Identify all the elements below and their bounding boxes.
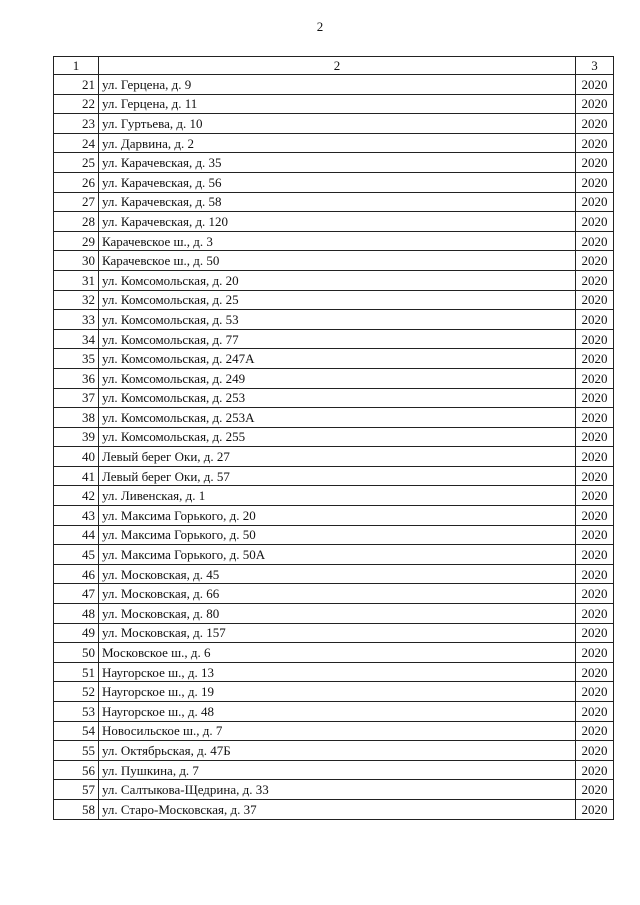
table-row — [54, 408, 614, 428]
year-cell: 2020 — [576, 643, 614, 663]
row-number-cell: 22 — [54, 94, 99, 114]
address-cell: ул. Максима Горького, д. 20 — [99, 506, 576, 526]
row-number-cell: 25 — [54, 153, 99, 173]
year-cell: 2020 — [576, 682, 614, 702]
table-row — [54, 290, 614, 310]
address-cell: Левый берег Оки, д. 57 — [99, 466, 576, 486]
year-cell: 2020 — [576, 270, 614, 290]
address-cell: ул. Комсомольская, д. 253 — [99, 388, 576, 408]
year-cell: 2020 — [576, 388, 614, 408]
table-row — [54, 466, 614, 486]
column-header-number: 1 — [54, 57, 99, 75]
address-cell: Левый берег Оки, д. 27 — [99, 447, 576, 467]
table-row — [54, 270, 614, 290]
row-number-cell: 51 — [54, 662, 99, 682]
address-cell: ул. Комсомольская, д. 53 — [99, 310, 576, 330]
address-cell: ул. Московская, д. 66 — [99, 584, 576, 604]
address-cell: ул. Октябрьская, д. 47Б — [99, 741, 576, 761]
row-number-cell: 40 — [54, 447, 99, 467]
address-cell: Наугорское ш., д. 48 — [99, 702, 576, 722]
address-cell: ул. Салтыкова-Щедрина, д. 33 — [99, 780, 576, 800]
row-number-cell: 56 — [54, 760, 99, 780]
column-header-year: 3 — [576, 57, 614, 75]
address-cell: Новосильское ш., д. 7 — [99, 721, 576, 741]
year-cell: 2020 — [576, 94, 614, 114]
address-cell: Наугорское ш., д. 19 — [99, 682, 576, 702]
address-cell: ул. Московская, д. 45 — [99, 564, 576, 584]
row-number-cell: 24 — [54, 133, 99, 153]
row-number-cell: 21 — [54, 75, 99, 95]
table-header — [54, 57, 614, 75]
address-cell: ул. Московская, д. 157 — [99, 623, 576, 643]
row-number-cell: 52 — [54, 682, 99, 702]
address-cell: ул. Дарвина, д. 2 — [99, 133, 576, 153]
table-row — [54, 702, 614, 722]
row-number-cell: 35 — [54, 349, 99, 369]
year-cell: 2020 — [576, 310, 614, 330]
table-body — [54, 75, 614, 820]
table-row — [54, 388, 614, 408]
row-number-cell: 54 — [54, 721, 99, 741]
row-number-cell: 49 — [54, 623, 99, 643]
year-cell: 2020 — [576, 564, 614, 584]
page-number: 2 — [316, 19, 324, 34]
row-number-cell: 31 — [54, 270, 99, 290]
address-cell: ул. Карачевская, д. 58 — [99, 192, 576, 212]
year-cell: 2020 — [576, 584, 614, 604]
row-number-cell: 26 — [54, 172, 99, 192]
row-number-cell: 27 — [54, 192, 99, 212]
header-row — [54, 57, 614, 75]
table-row — [54, 427, 614, 447]
table-row — [54, 329, 614, 349]
address-cell: ул. Комсомольская, д. 77 — [99, 329, 576, 349]
row-number-cell: 45 — [54, 545, 99, 565]
address-cell: ул. Максима Горького, д. 50 — [99, 525, 576, 545]
table-row — [54, 643, 614, 663]
address-cell: ул. Гуртьева, д. 10 — [99, 114, 576, 134]
address-cell: ул. Старо-Московская, д. 37 — [99, 799, 576, 819]
year-cell: 2020 — [576, 329, 614, 349]
table-row — [54, 212, 614, 232]
year-cell: 2020 — [576, 702, 614, 722]
table-row — [54, 310, 614, 330]
address-cell: Карачевское ш., д. 3 — [99, 231, 576, 251]
year-cell: 2020 — [576, 368, 614, 388]
year-cell: 2020 — [576, 741, 614, 761]
table-row — [54, 721, 614, 741]
address-cell: ул. Комсомольская, д. 249 — [99, 368, 576, 388]
row-number-cell: 37 — [54, 388, 99, 408]
address-cell: ул. Пушкина, д. 7 — [99, 760, 576, 780]
row-number-cell: 33 — [54, 310, 99, 330]
table-row — [54, 447, 614, 467]
address-cell: ул. Комсомольская, д. 253А — [99, 408, 576, 428]
table-row — [54, 525, 614, 545]
row-number-cell: 23 — [54, 114, 99, 134]
row-number-cell: 50 — [54, 643, 99, 663]
row-number-cell: 34 — [54, 329, 99, 349]
table-row — [54, 662, 614, 682]
row-number-cell: 46 — [54, 564, 99, 584]
table-row — [54, 349, 614, 369]
table-row — [54, 153, 614, 173]
year-cell: 2020 — [576, 623, 614, 643]
row-number-cell: 29 — [54, 231, 99, 251]
table-row — [54, 760, 614, 780]
table-row — [54, 623, 614, 643]
year-cell: 2020 — [576, 349, 614, 369]
address-table — [53, 56, 614, 820]
row-number-cell: 47 — [54, 584, 99, 604]
year-cell: 2020 — [576, 799, 614, 819]
row-number-cell: 36 — [54, 368, 99, 388]
address-cell: Карачевское ш., д. 50 — [99, 251, 576, 271]
year-cell: 2020 — [576, 604, 614, 624]
table-row — [54, 75, 614, 95]
address-cell: ул. Комсомольская, д. 25 — [99, 290, 576, 310]
year-cell: 2020 — [576, 525, 614, 545]
year-cell: 2020 — [576, 290, 614, 310]
year-cell: 2020 — [576, 231, 614, 251]
year-cell: 2020 — [576, 545, 614, 565]
address-cell: ул. Максима Горького, д. 50А — [99, 545, 576, 565]
row-number-cell: 28 — [54, 212, 99, 232]
address-cell: ул. Комсомольская, д. 20 — [99, 270, 576, 290]
table-row — [54, 780, 614, 800]
year-cell: 2020 — [576, 133, 614, 153]
row-number-cell: 43 — [54, 506, 99, 526]
row-number-cell: 38 — [54, 408, 99, 428]
year-cell: 2020 — [576, 506, 614, 526]
table-row — [54, 799, 614, 819]
address-cell: Наугорское ш., д. 13 — [99, 662, 576, 682]
address-cell: ул. Московская, д. 80 — [99, 604, 576, 624]
address-cell: ул. Карачевская, д. 120 — [99, 212, 576, 232]
year-cell: 2020 — [576, 780, 614, 800]
table-row — [54, 564, 614, 584]
table-row — [54, 584, 614, 604]
table-row — [54, 114, 614, 134]
year-cell: 2020 — [576, 427, 614, 447]
year-cell: 2020 — [576, 212, 614, 232]
table-row — [54, 506, 614, 526]
table-row — [54, 133, 614, 153]
row-number-cell: 39 — [54, 427, 99, 447]
address-cell: ул. Карачевская, д. 56 — [99, 172, 576, 192]
year-cell: 2020 — [576, 486, 614, 506]
row-number-cell: 53 — [54, 702, 99, 722]
table-row — [54, 94, 614, 114]
column-header-address: 2 — [99, 57, 576, 75]
address-cell: ул. Герцена, д. 11 — [99, 94, 576, 114]
address-cell: ул. Комсомольская, д. 255 — [99, 427, 576, 447]
year-cell: 2020 — [576, 251, 614, 271]
year-cell: 2020 — [576, 172, 614, 192]
table-row — [54, 172, 614, 192]
row-number-cell: 57 — [54, 780, 99, 800]
row-number-cell: 58 — [54, 799, 99, 819]
year-cell: 2020 — [576, 114, 614, 134]
row-number-cell: 30 — [54, 251, 99, 271]
address-cell: Московское ш., д. 6 — [99, 643, 576, 663]
row-number-cell: 55 — [54, 741, 99, 761]
table-row — [54, 192, 614, 212]
table-row — [54, 486, 614, 506]
table-row — [54, 251, 614, 271]
table-row — [54, 604, 614, 624]
row-number-cell: 32 — [54, 290, 99, 310]
year-cell: 2020 — [576, 466, 614, 486]
year-cell: 2020 — [576, 75, 614, 95]
year-cell: 2020 — [576, 447, 614, 467]
address-cell: ул. Ливенская, д. 1 — [99, 486, 576, 506]
year-cell: 2020 — [576, 760, 614, 780]
table-row — [54, 368, 614, 388]
year-cell: 2020 — [576, 721, 614, 741]
row-number-cell: 48 — [54, 604, 99, 624]
address-cell: ул. Карачевская, д. 35 — [99, 153, 576, 173]
table-row — [54, 545, 614, 565]
row-number-cell: 41 — [54, 466, 99, 486]
table-row — [54, 682, 614, 702]
address-cell: ул. Герцена, д. 9 — [99, 75, 576, 95]
address-cell: ул. Комсомольская, д. 247А — [99, 349, 576, 369]
row-number-cell: 42 — [54, 486, 99, 506]
year-cell: 2020 — [576, 662, 614, 682]
year-cell: 2020 — [576, 408, 614, 428]
table-row — [54, 741, 614, 761]
year-cell: 2020 — [576, 192, 614, 212]
row-number-cell: 44 — [54, 525, 99, 545]
table-row — [54, 231, 614, 251]
year-cell: 2020 — [576, 153, 614, 173]
